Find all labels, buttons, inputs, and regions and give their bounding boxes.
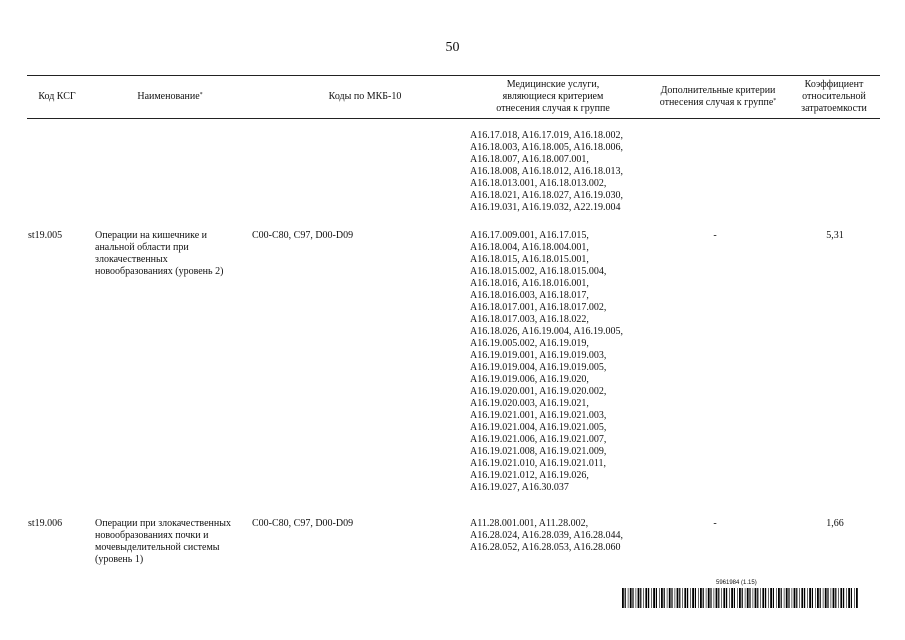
row-coefficient: 5,31 <box>826 230 844 241</box>
row-name: Операции на кишечнике и анальной области при злокачественных новообразованиях (уровень 2) <box>95 230 224 277</box>
column-header-mkb: Коды по МКБ-10 <box>328 91 402 102</box>
continued-services-codes: A16.17.018, A16.17.019, A16.18.002, A16.18.003, A16.18.005, A16.18.006, A16.18.007, A16.18.007.001, A16.18.008, A16.18.012, A16.18.013, A16.18.013.001, A16.18.013.002, A16.18.021, A16.18.027, A16.19.030, A16.19.031, A16.19.032, A22.19.004 <box>470 130 624 213</box>
row-code: st19.005 <box>28 230 63 241</box>
barcode-label: 5961984 (1.15) <box>716 580 757 586</box>
page-number: 50 <box>445 40 460 55</box>
column-header-name: Наименование* <box>137 91 203 102</box>
row-coefficient: 1,66 <box>826 518 844 529</box>
row-mkb-codes: C00-C80, C97, D00-D09 <box>252 518 354 529</box>
column-header-additional: Дополнительные критерии отнесения случая к группе* <box>659 85 777 108</box>
row-additional-criteria: - <box>713 518 717 529</box>
barcode-image <box>622 588 858 608</box>
table-header-bottom-border <box>27 118 880 119</box>
row-code: st19.006 <box>28 518 63 529</box>
column-header-services: Медицинские услуги, являющиеся критерием отнесения случая к группе <box>496 79 610 114</box>
row-mkb-codes: C00-C80, C97, D00-D09 <box>252 230 354 241</box>
column-header-coefficient: Коэффициент относительной затратоемкости <box>801 79 867 114</box>
row-services-codes: A11.28.001.001, A11.28.002, A16.28.024, A16.28.039, A16.28.044, A16.28.052, A16.28.053, A16.28.060 <box>470 518 624 553</box>
row-services-codes: A16.17.009.001, A16.17.015, A16.18.004, A16.18.004.001, A16.18.015, A16.18.015.001, A16.18.015.002, A16.18.015.004, A16.18.016, A16.18.016.001, A16.18.016.003, A16.18.017, A16.18.017.001, A16.18.017.002, A16.18.017.003, A16.18.022, A16.18.026, A16.19.004, A16.19.005, A16.19.005.002, A16.19.019, A16.19.019.001, A16.19.019.003, A16.19.019.004, A16.19.019.005, A16.19.019.006, A16.19.020, A16.19.020.001, A16.19.020.002, A16.19.020.003, A16.19.021, A16.19.021.001, A16.19.021.003, A16.19.021.004, A16.19.021.005, A16.19.021.006, A16.19.021.007, A16.19.021.008, A16.19.021.009, A16.19.021.010, A16.19.021.011, A16.19.021.012, A16.19.026, A16.19.027, A16.30.037 <box>470 230 624 493</box>
row-additional-criteria: - <box>713 230 717 241</box>
column-header-code: Код КСГ <box>38 91 76 102</box>
row-name: Операции при злокачественных новообразованиях почки и мочевыделительной системы (уровень 1) <box>95 518 231 565</box>
table-header-top-border <box>27 75 880 76</box>
